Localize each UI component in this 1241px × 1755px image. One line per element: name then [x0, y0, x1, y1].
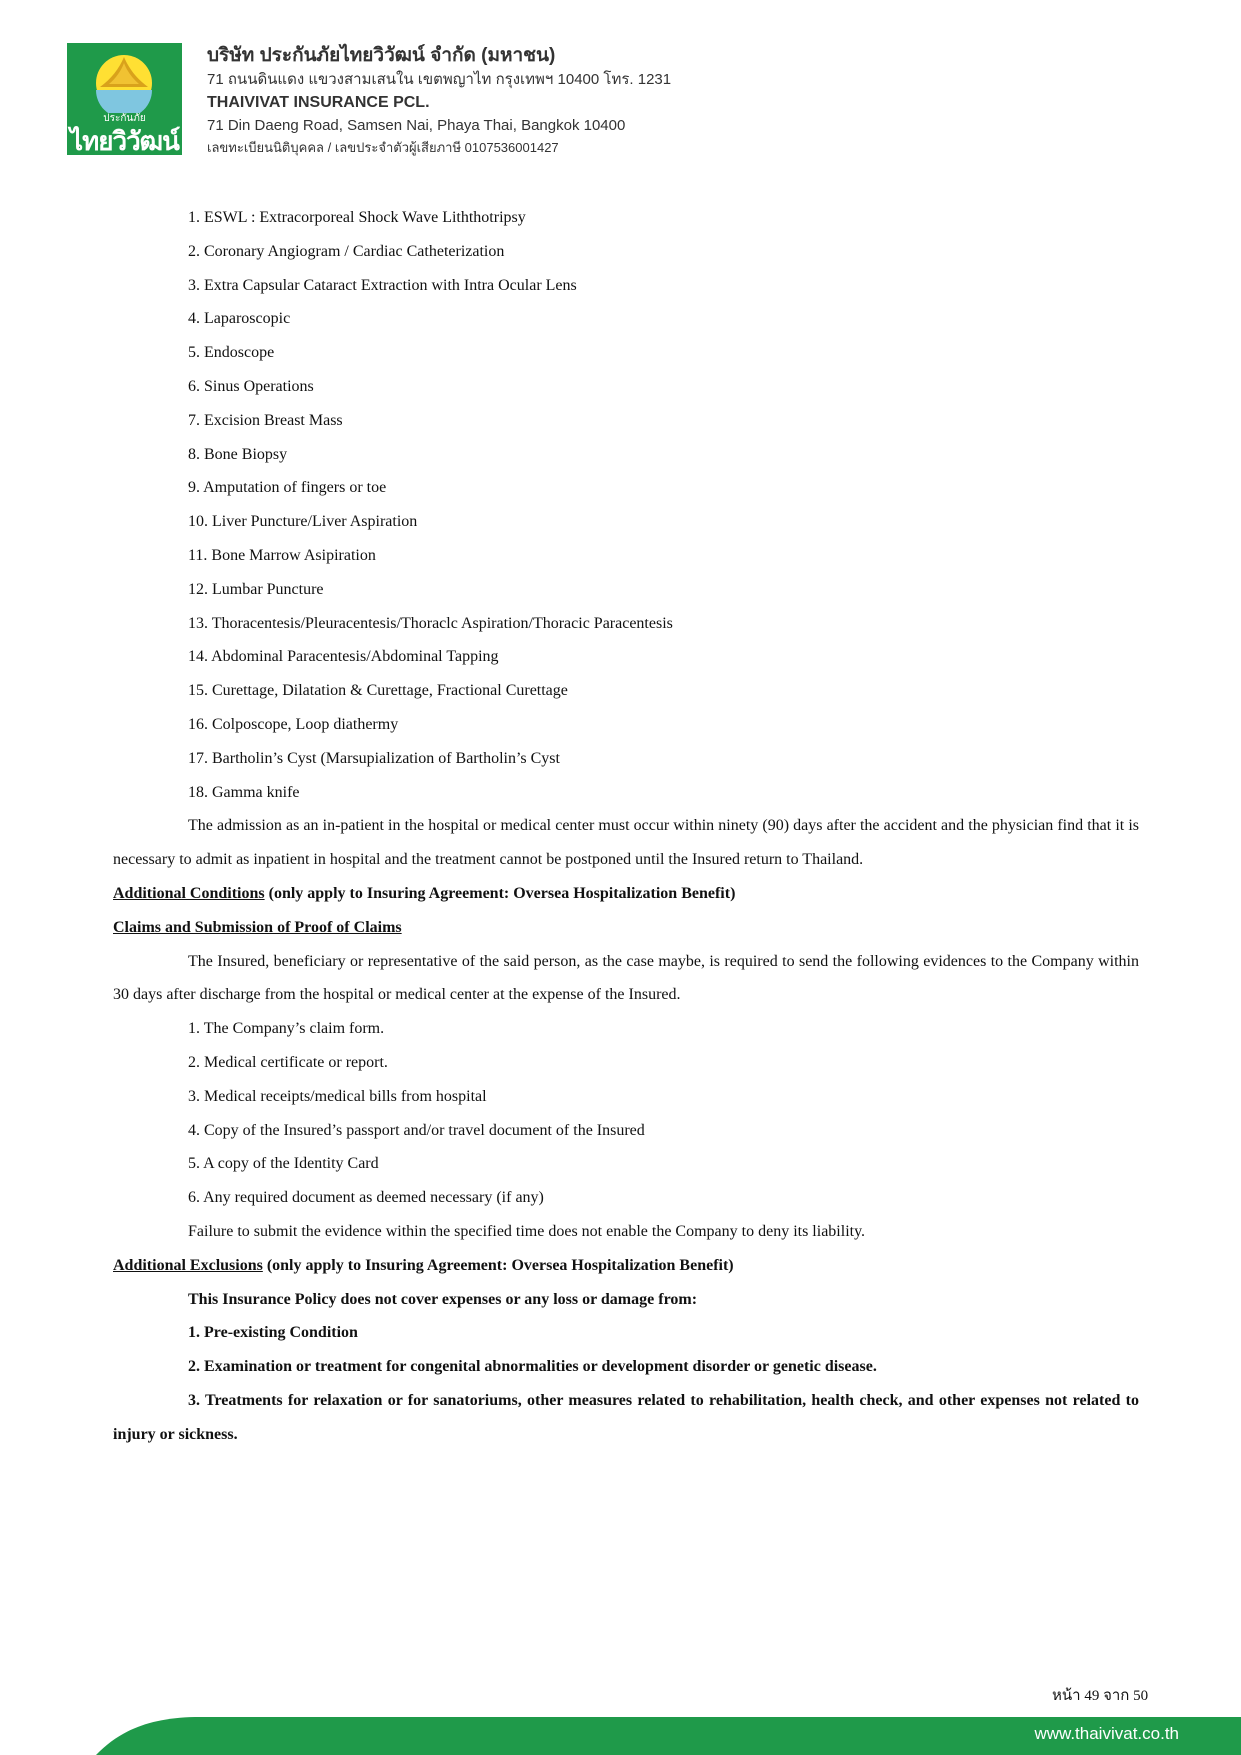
company-address-th: 71 ถนนดินแดง แขวงสามเสนใน เขตพญาไท กรุงเทพฯ 10400 โทร. 1231	[207, 71, 672, 88]
procedure-item: 8. Bone Biopsy	[188, 445, 288, 463]
procedure-item: 14. Abdominal Paracentesis/Abdominal Tapping	[188, 648, 499, 666]
company-name-th: บริษัท ประกันภัยไทยวิวัฒน์ จำกัด (มหาชน)	[207, 45, 556, 66]
procedure-item: 5. Endoscope	[188, 344, 275, 362]
procedure-item: 3. Extra Capsular Cataract Extraction with Intra Ocular Lens	[188, 276, 577, 294]
procedure-item: 2. Coronary Angiogram / Cardiac Catheterization	[188, 242, 505, 260]
claim-document-item: 2. Medical certificate or report.	[188, 1053, 388, 1071]
procedure-item: 13. Thoracentesis/Pleuracentesis/Thoraclc Aspiration/Thoracic Paracentesis	[188, 614, 673, 632]
procedure-item: 18. Gamma knife	[188, 783, 300, 801]
exclusion-item: 1. Pre-existing Condition	[188, 1324, 358, 1342]
procedure-item: 4. Laparoscopic	[188, 310, 291, 328]
procedure-item: 17. Bartholin’s Cyst (Marsupialization of Bartholin’s Cyst	[188, 749, 560, 767]
procedure-item: 12. Lumbar Puncture	[188, 580, 324, 598]
procedure-item: 11. Bone Marrow Asipiration	[188, 546, 376, 564]
claims-paragraph: The Insured, beneficiary or representative of the said person, as the case maybe, is required to send the following evidences to the Company within 30 days after discharge from the hospital or medical center at the expense of the Insured.	[113, 952, 1139, 1004]
procedure-item: 16. Colposcope, Loop diathermy	[188, 715, 399, 733]
golden-roof-sun-icon	[67, 43, 182, 113]
procedure-item: 7. Excision Breast Mass	[188, 411, 343, 429]
procedure-item: 10. Liver Puncture/Liver Aspiration	[188, 513, 418, 531]
logo-brand-text: ไทยวิวัฒน์	[70, 127, 179, 155]
claim-document-item: 3. Medical receipts/medical bills from hospital	[188, 1087, 487, 1105]
exclusions-intro: This Insurance Policy does not cover expenses or any loss or damage from:	[188, 1290, 698, 1308]
claim-document-item: 1. The Company’s claim form.	[188, 1020, 385, 1038]
admission-paragraph: The admission as an in-patient in the hospital or medical center must occur within ninety (90) days after the accident and the physician find that it is necessary to admit as inpatient in hospital and the treatment cannot be postponed until the Insured return to Thailand.	[113, 817, 1139, 869]
exclusion-item: 2. Examination or treatment for congenital abnormalities or development disorder or genetic disease.	[188, 1358, 877, 1376]
company-registration: เลขทะเบียนนิติบุคคล / เลขประจำตัวผู้เสียภาษี 0107536001427	[207, 140, 559, 155]
company-name-en: THAIVIVAT INSURANCE PCL.	[207, 94, 430, 111]
procedure-item: 1. ESWL : Extracorporeal Shock Wave Liththotripsy	[188, 209, 526, 226]
procedure-item: 6. Sinus Operations	[188, 377, 314, 395]
additional-conditions-scope: (only apply to Insuring Agreement: Oversea Hospitalization Benefit)	[264, 884, 736, 902]
document-body	[113, 201, 1139, 1451]
additional-exclusions-scope: (only apply to Insuring Agreement: Oversea Hospitalization Benefit)	[262, 1256, 734, 1274]
procedure-item: 9. Amputation of fingers or toe	[188, 479, 387, 497]
company-logo	[67, 43, 182, 155]
failure-note: Failure to submit the evidence within the specified time does not enable the Company to deny its liability.	[188, 1222, 866, 1240]
additional-exclusions-label: Additional Exclusions	[113, 1256, 263, 1274]
claim-document-item: 6. Any required document as deemed necessary (if any)	[188, 1189, 544, 1207]
company-address-en: 71 Din Daeng Road, Samsen Nai, Phaya Thai, Bangkok 10400	[207, 117, 626, 134]
page-number: หน้า 49 จาก 50	[1052, 1688, 1149, 1704]
claim-document-item: 5. A copy of the Identity Card	[188, 1155, 379, 1173]
additional-exclusions-heading	[113, 1249, 1139, 1283]
procedure-item: 15. Curettage, Dilatation & Curettage, Fractional Curettage	[188, 682, 568, 700]
logo-small-text: ประกันภัย	[103, 113, 146, 124]
company-info	[207, 43, 671, 159]
exclusion-item: 3. Treatments for relaxation or for sanatoriums, other measures related to rehabilitation, health check, and other expenses not related to injury or sickness.	[113, 1391, 1139, 1443]
letterhead	[67, 43, 767, 156]
additional-conditions-heading	[113, 877, 1139, 911]
claims-heading: Claims and Submission of Proof of Claims	[113, 918, 402, 936]
claim-document-item: 4. Copy of the Insured’s passport and/or travel document of the Insured	[188, 1121, 645, 1139]
additional-conditions-label: Additional Conditions	[113, 884, 265, 902]
website-link[interactable]: www.thaivivat.co.th	[1034, 1724, 1179, 1743]
